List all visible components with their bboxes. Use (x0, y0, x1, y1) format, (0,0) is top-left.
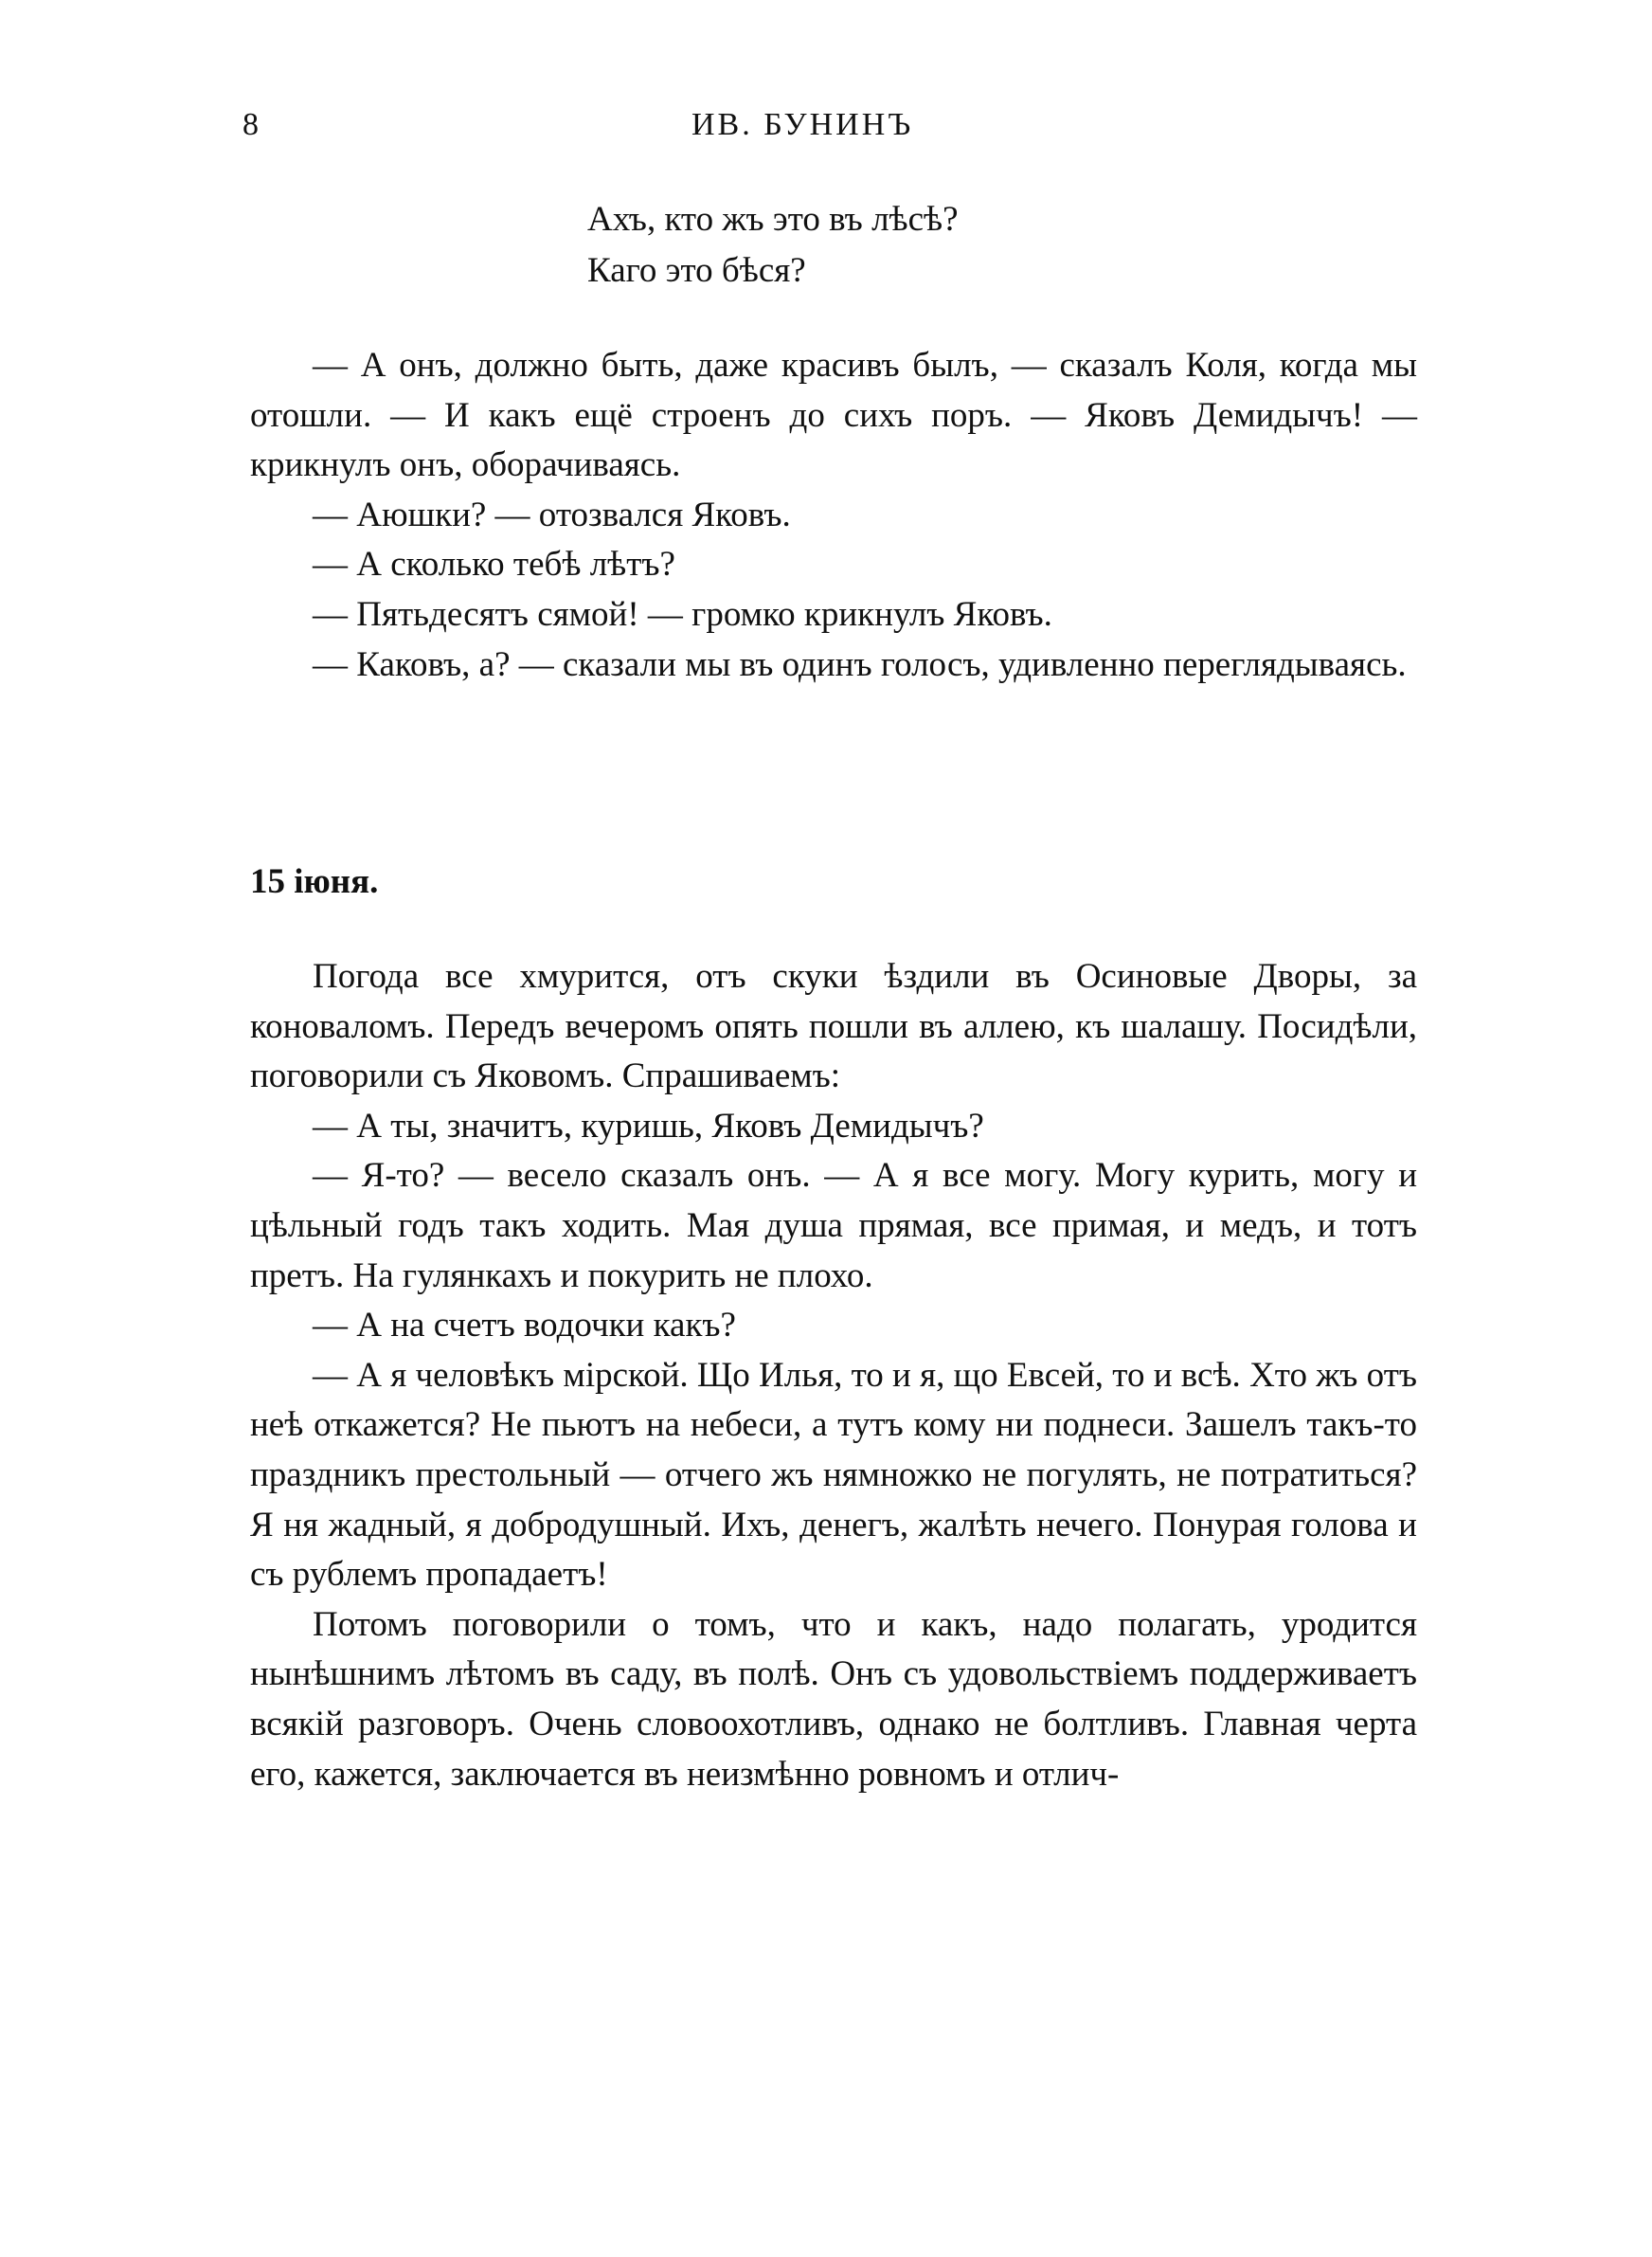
paragraph: Потомъ поговорили о томъ, что и какъ, надо полагать, уродится нынѣшнимъ лѣтомъ въ саду, въ полѣ. Онъ съ удовольствіемъ поддерживаетъ всякій разговоръ. Очень словоохотливъ, однако не болтливъ. Главная черта его, кажется, заключается въ неизмѣнно ровномъ и отлич- (250, 1604, 1417, 1794)
paragraph: — Пятьдесятъ сямой! — громко крикнулъ Яковъ. (313, 594, 1052, 634)
diary-entry-date: 15 іюня. (250, 862, 379, 901)
paragraph: — А на счетъ водочки какъ? (313, 1306, 736, 1345)
paragraph: — А сколько тебѣ лѣтъ? (313, 545, 675, 585)
verse-line: Ахъ, кто жъ это въ лѣсѣ? (587, 200, 959, 239)
paragraph: — Каковъ, а? — сказали мы въ одинъ голосъ, удивленно переглядываясь. (313, 644, 1407, 684)
running-title: ИВ. БУНИНЪ (691, 107, 914, 142)
diary-entry-body (250, 952, 1417, 1799)
paragraph: — Аюшки? — отозвался Яковъ. (313, 495, 791, 534)
paragraph: Погода все хмурится, отъ скуки ѣздили въ Осиновые Дворы, за коноваломъ. Передъ вечеромъ опять пошли въ аллею, къ шалашу. Посидѣли, поговорили съ Яковомъ. Спрашиваемъ: (250, 957, 1417, 1096)
dialogue-section (250, 341, 1417, 690)
paragraph: — А я человѣкъ мірской. Що Илья, то и я, що Евсей, то и всѣ. Хто жъ отъ неѣ откажется? Не пьютъ на небеси, а тутъ кому ни поднеси. Зашелъ такъ-то праздникъ престольный — отчего жъ нямножко не погулять, не потратиться? Я ня жадный, я добродушный. Ихъ, денегъ, жалѣть нечего. Понурая голова и съ рублемъ пропадаетъ! (250, 1355, 1417, 1595)
paragraph: — Я-то? — весело сказалъ онъ. — А я все могу. Могу курить, могу и цѣльный годъ такъ ходить. Мая душа прямая, все примая, и медъ, и тотъ претъ. На гулянкахъ и покурить не плохо. (250, 1156, 1417, 1295)
page-number: 8 (242, 107, 259, 142)
paragraph: — А онъ, должно быть, даже красивъ былъ, — сказалъ Коля, когда мы отошли. — И какъ ещё строенъ до сихъ поръ. — Яковъ Демидычъ! — крикнулъ онъ, оборачиваясь. (250, 346, 1417, 485)
verse-block (587, 194, 959, 297)
paragraph: — А ты, значитъ, куришь, Яковъ Демидычъ? (313, 1106, 984, 1146)
verse-line: Каго это бѣся? (587, 251, 806, 290)
